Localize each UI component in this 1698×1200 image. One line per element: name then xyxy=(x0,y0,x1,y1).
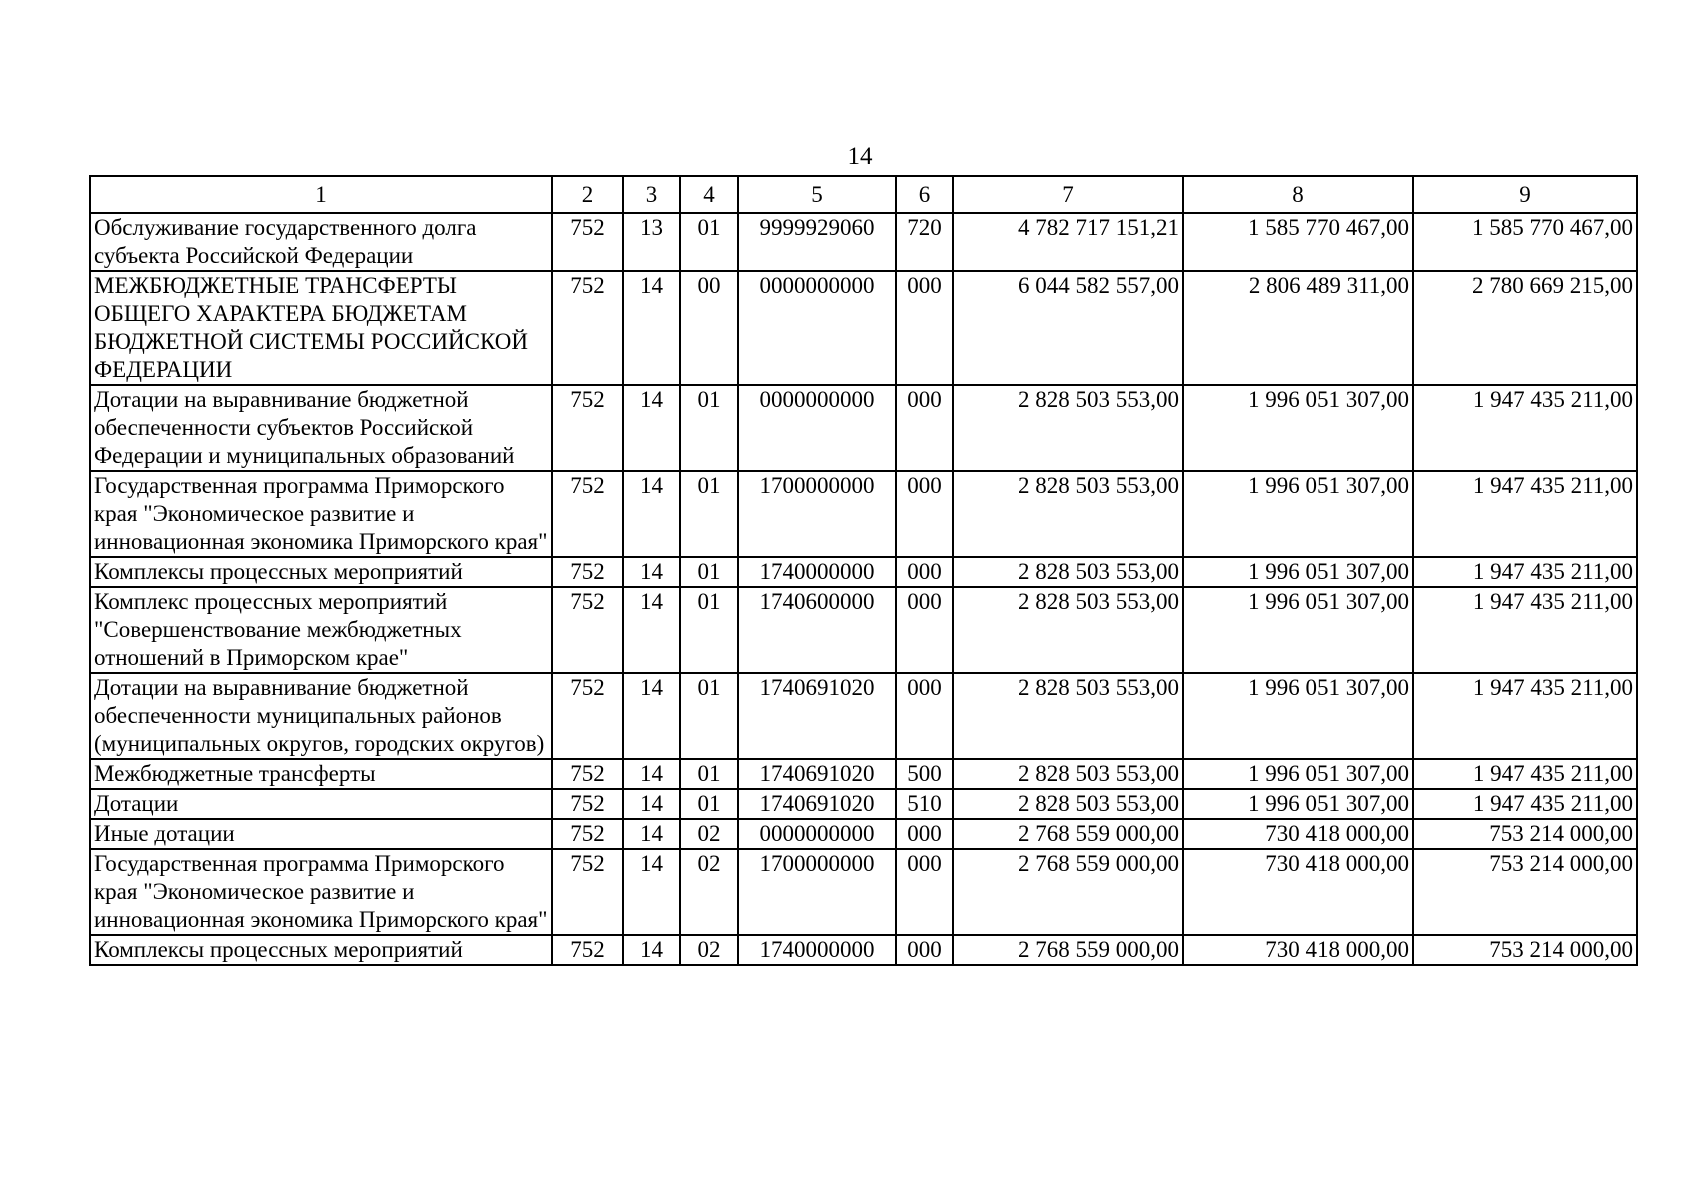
section-code: 14 xyxy=(623,673,680,759)
target-article-code: 1700000000 xyxy=(738,849,896,935)
amount-col-9: 753 214 000,00 xyxy=(1413,935,1637,965)
subsection-code: 01 xyxy=(680,385,738,471)
table-row xyxy=(90,271,1637,385)
amount-col-7: 2 828 503 553,00 xyxy=(953,385,1183,471)
table-row xyxy=(90,213,1637,271)
ministry-code: 752 xyxy=(552,789,623,819)
amount-col-9: 1 947 435 211,00 xyxy=(1413,471,1637,557)
amount-col-9: 753 214 000,00 xyxy=(1413,819,1637,849)
table-row xyxy=(90,587,1637,673)
section-code: 14 xyxy=(623,759,680,789)
amount-col-8: 2 806 489 311,00 xyxy=(1183,271,1413,385)
target-article-code: 1740000000 xyxy=(738,935,896,965)
subsection-code: 01 xyxy=(680,557,738,587)
target-article-code: 0000000000 xyxy=(738,271,896,385)
row-name: МЕЖБЮДЖЕТНЫЕ ТРАНСФЕРТЫ ОБЩЕГО ХАРАКТЕРА БЮДЖЕТАМ БЮДЖЕТНОЙ СИСТЕМЫ РОССИЙСКОЙ ФЕДЕРАЦИИ xyxy=(90,271,552,385)
ministry-code: 752 xyxy=(552,213,623,271)
amount-col-8: 1 585 770 467,00 xyxy=(1183,213,1413,271)
section-code: 14 xyxy=(623,587,680,673)
table-row xyxy=(90,471,1637,557)
row-name: Дотации xyxy=(90,789,552,819)
expense-type-code: 000 xyxy=(896,471,953,557)
table-row xyxy=(90,935,1637,965)
row-name: Дотации на выравнивание бюджетной обеспеченности муниципальных районов (муниципальных округов, городских округов) xyxy=(90,673,552,759)
amount-col-9: 1 947 435 211,00 xyxy=(1413,673,1637,759)
expense-type-code: 000 xyxy=(896,819,953,849)
table-row xyxy=(90,819,1637,849)
row-name: Межбюджетные трансферты xyxy=(90,759,552,789)
row-name: Комплексы процессных мероприятий xyxy=(90,935,552,965)
row-name: Комплексы процессных мероприятий xyxy=(90,557,552,587)
column-header: 6 xyxy=(896,176,953,213)
subsection-code: 01 xyxy=(680,759,738,789)
target-article-code: 1740000000 xyxy=(738,557,896,587)
row-name: Иные дотации xyxy=(90,819,552,849)
expense-type-code: 510 xyxy=(896,789,953,819)
subsection-code: 02 xyxy=(680,849,738,935)
amount-col-7: 2 768 559 000,00 xyxy=(953,819,1183,849)
section-code: 14 xyxy=(623,385,680,471)
amount-col-7: 6 044 582 557,00 xyxy=(953,271,1183,385)
table-row xyxy=(90,385,1637,471)
subsection-code: 01 xyxy=(680,789,738,819)
row-name: Комплекс процессных мероприятий "Совершенствование межбюджетных отношений в Приморском крае" xyxy=(90,587,552,673)
row-name: Обслуживание государственного долга субъекта Российской Федерации xyxy=(90,213,552,271)
amount-col-9: 1 947 435 211,00 xyxy=(1413,385,1637,471)
amount-col-9: 753 214 000,00 xyxy=(1413,849,1637,935)
expense-type-code: 000 xyxy=(896,557,953,587)
amount-col-8: 1 996 051 307,00 xyxy=(1183,385,1413,471)
section-code: 14 xyxy=(623,935,680,965)
amount-col-7: 4 782 717 151,21 xyxy=(953,213,1183,271)
ministry-code: 752 xyxy=(552,271,623,385)
subsection-code: 01 xyxy=(680,673,738,759)
amount-col-7: 2 768 559 000,00 xyxy=(953,849,1183,935)
budget-table xyxy=(89,175,1638,966)
table-row xyxy=(90,557,1637,587)
amount-col-8: 1 996 051 307,00 xyxy=(1183,471,1413,557)
amount-col-8: 730 418 000,00 xyxy=(1183,819,1413,849)
amount-col-8: 1 996 051 307,00 xyxy=(1183,557,1413,587)
expense-type-code: 000 xyxy=(896,935,953,965)
ministry-code: 752 xyxy=(552,557,623,587)
amount-col-7: 2 828 503 553,00 xyxy=(953,759,1183,789)
amount-col-8: 1 996 051 307,00 xyxy=(1183,789,1413,819)
section-code: 14 xyxy=(623,471,680,557)
amount-col-7: 2 828 503 553,00 xyxy=(953,471,1183,557)
column-header: 2 xyxy=(552,176,623,213)
amount-col-8: 1 996 051 307,00 xyxy=(1183,587,1413,673)
target-article-code: 1740691020 xyxy=(738,673,896,759)
section-code: 14 xyxy=(623,271,680,385)
ministry-code: 752 xyxy=(552,935,623,965)
expense-type-code: 720 xyxy=(896,213,953,271)
table-row xyxy=(90,849,1637,935)
target-article-code: 1740600000 xyxy=(738,587,896,673)
section-code: 14 xyxy=(623,789,680,819)
target-article-code: 1740691020 xyxy=(738,789,896,819)
subsection-code: 01 xyxy=(680,471,738,557)
row-name: Государственная программа Приморского края "Экономическое развитие и инновационная экономика Приморского края" xyxy=(90,849,552,935)
ministry-code: 752 xyxy=(552,471,623,557)
column-header: 5 xyxy=(738,176,896,213)
subsection-code: 00 xyxy=(680,271,738,385)
expense-type-code: 500 xyxy=(896,759,953,789)
amount-col-7: 2 828 503 553,00 xyxy=(953,789,1183,819)
subsection-code: 02 xyxy=(680,819,738,849)
subsection-code: 02 xyxy=(680,935,738,965)
table-row xyxy=(90,673,1637,759)
amount-col-8: 730 418 000,00 xyxy=(1183,849,1413,935)
target-article-code: 0000000000 xyxy=(738,819,896,849)
amount-col-8: 1 996 051 307,00 xyxy=(1183,759,1413,789)
section-code: 14 xyxy=(623,849,680,935)
column-header: 4 xyxy=(680,176,738,213)
expense-type-code: 000 xyxy=(896,673,953,759)
table-row xyxy=(90,759,1637,789)
amount-col-7: 2 768 559 000,00 xyxy=(953,935,1183,965)
amount-col-8: 730 418 000,00 xyxy=(1183,935,1413,965)
ministry-code: 752 xyxy=(552,587,623,673)
amount-col-9: 2 780 669 215,00 xyxy=(1413,271,1637,385)
amount-col-7: 2 828 503 553,00 xyxy=(953,673,1183,759)
amount-col-7: 2 828 503 553,00 xyxy=(953,587,1183,673)
section-code: 14 xyxy=(623,557,680,587)
ministry-code: 752 xyxy=(552,849,623,935)
section-code: 13 xyxy=(623,213,680,271)
column-header: 1 xyxy=(90,176,552,213)
row-name: Государственная программа Приморского края "Экономическое развитие и инновационная экономика Приморского края" xyxy=(90,471,552,557)
target-article-code: 1700000000 xyxy=(738,471,896,557)
target-article-code: 0000000000 xyxy=(738,385,896,471)
column-header: 3 xyxy=(623,176,680,213)
subsection-code: 01 xyxy=(680,213,738,271)
expense-type-code: 000 xyxy=(896,587,953,673)
target-article-code: 9999929060 xyxy=(738,213,896,271)
ministry-code: 752 xyxy=(552,385,623,471)
column-number-row xyxy=(90,176,1637,213)
section-code: 14 xyxy=(623,819,680,849)
amount-col-9: 1 947 435 211,00 xyxy=(1413,789,1637,819)
subsection-code: 01 xyxy=(680,587,738,673)
expense-type-code: 000 xyxy=(896,849,953,935)
table-row xyxy=(90,789,1637,819)
ministry-code: 752 xyxy=(552,759,623,789)
expense-type-code: 000 xyxy=(896,385,953,471)
page-number: 14 xyxy=(847,143,873,170)
amount-col-9: 1 585 770 467,00 xyxy=(1413,213,1637,271)
row-name: Дотации на выравнивание бюджетной обеспеченности субъектов Российской Федерации и муниципальных образований xyxy=(90,385,552,471)
amount-col-7: 2 828 503 553,00 xyxy=(953,557,1183,587)
amount-col-9: 1 947 435 211,00 xyxy=(1413,587,1637,673)
ministry-code: 752 xyxy=(552,819,623,849)
column-header: 9 xyxy=(1413,176,1637,213)
amount-col-8: 1 996 051 307,00 xyxy=(1183,673,1413,759)
ministry-code: 752 xyxy=(552,673,623,759)
amount-col-9: 1 947 435 211,00 xyxy=(1413,759,1637,789)
target-article-code: 1740691020 xyxy=(738,759,896,789)
expense-type-code: 000 xyxy=(896,271,953,385)
amount-col-9: 1 947 435 211,00 xyxy=(1413,557,1637,587)
column-header: 7 xyxy=(953,176,1183,213)
column-header: 8 xyxy=(1183,176,1413,213)
